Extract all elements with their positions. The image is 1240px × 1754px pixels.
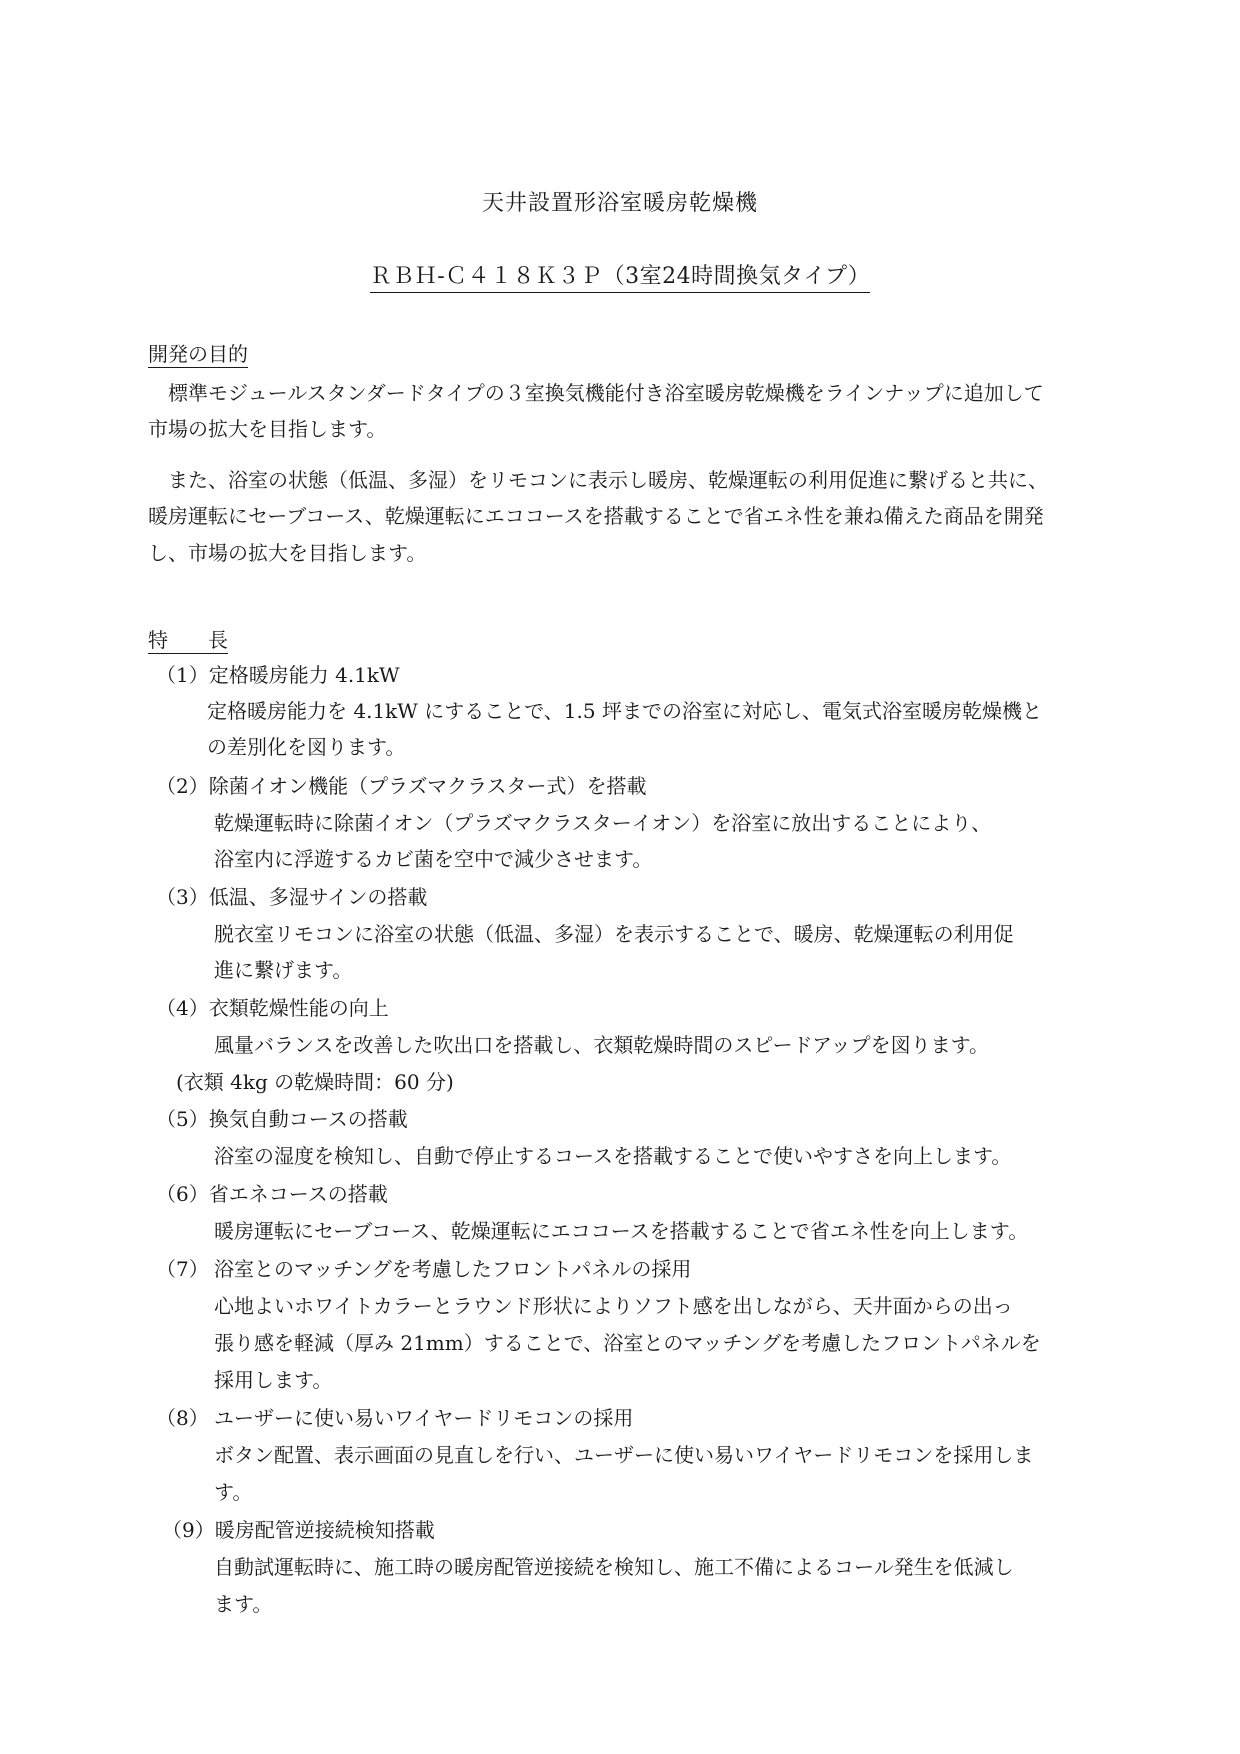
feature-body-line: 採用します。 — [214, 1368, 333, 1392]
feature-item-1 — [156, 657, 400, 693]
features-heading: 特 長 — [148, 628, 228, 652]
feature-body-line: 心地よいホワイトカラーとラウンド形状によりソフト感を出しながら、天井面からの出っ — [214, 1294, 1013, 1318]
feature-number: （6） — [156, 1182, 209, 1206]
feature-body-line: (衣類 4kg の乾燥時間：60 分) — [176, 1070, 454, 1094]
feature-number: （1） — [156, 663, 209, 687]
feature-title: 浴室とのマッチングを考慮したフロントパネルの採用 — [214, 1257, 692, 1281]
feature-title: 暖房配管逆接続検知搭載 — [214, 1518, 435, 1542]
feature-body-line: 浴室内に浮遊するカビ菌を空中で減少させます。 — [214, 847, 653, 871]
feature-body-line: ボタン配置、表示画面の見直しを行い、ユーザーに使い易いワイヤードリモコンを採用しま — [214, 1443, 1034, 1467]
model-name-text: ＲＢＨ-Ｃ４１８Ｋ３Ｐ（3室24時間換気タイプ） — [370, 259, 871, 293]
feature-body-line: 乾燥運転時に除菌イオン（プラズマクラスターイオン）を浴室に放出することにより、 — [214, 811, 992, 835]
purpose-line: 標準モジュールスタンダードタイプの３室換気機能付き浴室暖房乾燥機をラインナップに追加して — [148, 381, 1044, 405]
feature-title: ユーザーに使い易いワイヤードリモコンの採用 — [214, 1406, 634, 1430]
feature-item-8 — [156, 1400, 633, 1436]
purpose-line: 暖房運転にセーブコース、乾燥運転にエココースを搭載することで省エネ性を兼ね備えた商品を開発 — [148, 504, 1044, 528]
feature-body-line: 進に繋げます。 — [214, 958, 353, 982]
feature-body-line: 張り感を軽減（厚み 21mm）することで、浴室とのマッチングを考慮したフロントパネルを — [214, 1331, 1041, 1355]
feature-item-4 — [156, 990, 389, 1026]
feature-body-line: す。 — [214, 1480, 253, 1504]
feature-body-line: 定格暖房能力を 4.1kW にすることで、1.5 坪までの浴室に対応し、電気式浴室暖房乾燥機と — [207, 699, 1042, 723]
feature-number: （3） — [156, 885, 209, 909]
document-title: 天井設置形浴室暖房乾燥機 — [481, 191, 758, 216]
feature-number: （7） — [156, 1257, 209, 1281]
feature-number: （4） — [156, 996, 209, 1020]
feature-item-6 — [156, 1176, 388, 1212]
feature-body-line: の差別化を図ります。 — [207, 735, 406, 759]
feature-body-line: 脱衣室リモコンに浴室の状態（低温、多湿）を表示することで、暖房、乾燥運転の利用促 — [214, 922, 1014, 946]
feature-title: 低温、多湿サインの搭載 — [208, 885, 428, 909]
feature-title: 衣類乾燥性能の向上 — [208, 996, 389, 1020]
model-name — [0, 259, 1240, 293]
purpose-heading: 開発の目的 — [148, 342, 248, 366]
feature-body-line: 浴室の湿度を検知し、自動で停止するコースを搭載することで使いやすさを向上します。 — [214, 1144, 1012, 1168]
feature-item-2 — [156, 768, 647, 804]
feature-number: （9） — [162, 1518, 215, 1542]
feature-number: （5） — [156, 1107, 209, 1131]
feature-item-7 — [156, 1251, 691, 1287]
purpose-line: し、市場の拡大を目指します。 — [148, 541, 427, 565]
feature-body-line: 暖房運転にセーブコース、乾燥運転にエココースを搭載することで省エネ性を向上します。 — [214, 1219, 1029, 1243]
feature-item-5 — [156, 1101, 408, 1137]
feature-body-line: 風量バランスを改善した吹出口を搭載し、衣類乾燥時間のスピードアップを図ります。 — [214, 1033, 989, 1057]
feature-item-9 — [162, 1512, 435, 1548]
feature-title: 換気自動コースの搭載 — [208, 1107, 408, 1131]
feature-title: 定格暖房能力 4.1kW — [208, 663, 400, 687]
feature-body-line: ます。 — [214, 1592, 273, 1616]
purpose-line: 市場の拡大を目指します。 — [148, 417, 387, 441]
feature-title: 省エネコースの搭載 — [208, 1182, 388, 1206]
feature-body-line: 自動試運転時に、施工時の暖房配管逆接続を検知し、施工不備によるコール発生を低減し — [214, 1555, 1014, 1579]
feature-item-3 — [156, 879, 427, 915]
feature-title: 除菌イオン機能（プラズマクラスター式）を搭載 — [208, 774, 647, 798]
feature-number: （8） — [156, 1406, 209, 1430]
purpose-line: また、浴室の状態（低温、多湿）をリモコンに表示し暖房、乾燥運転の利用促進に繋げると共に、 — [148, 468, 1048, 492]
feature-number: （2） — [156, 774, 209, 798]
